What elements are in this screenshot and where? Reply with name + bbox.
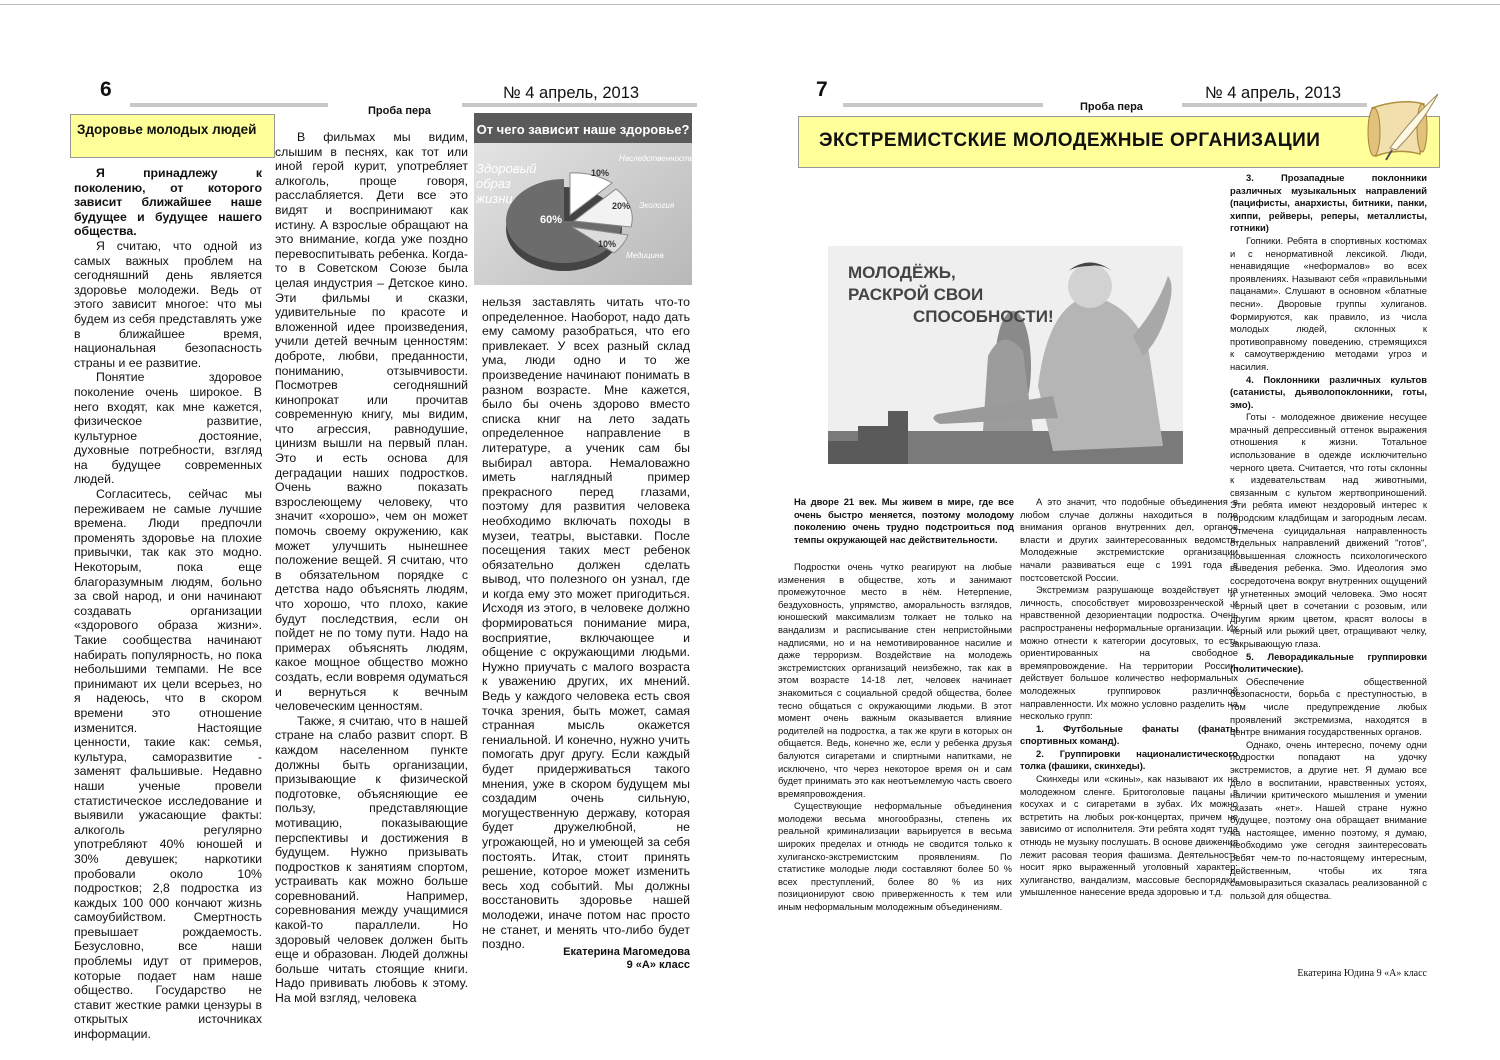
health-factors-chart — [474, 113, 692, 285]
signature-class: 9 «А» класс — [626, 959, 690, 971]
value-heredity: 10% — [591, 168, 610, 178]
value-ecology: 20% — [612, 201, 631, 211]
article-column-1 — [74, 166, 262, 1042]
paragraph: 4. Поклонники различных культов (сатанисты, дьяволопоклонники, готы, эмо). — [1230, 373, 1427, 410]
signature: Екатерина Юдина 9 «А» класс — [1297, 968, 1427, 979]
paragraph: Понятие здоровое поколение очень широкое. В него входят, как мне кажется, физическое развитие, культурное достояние, духовные потребности, взгляд на будущее современных людей. — [74, 370, 262, 487]
poster-image — [828, 246, 1183, 464]
intro-paragraph: На дворе 21 век. Мы живем в мире, где все очень быстро меняется, поэтому молодому поколению очень трудно подстроиться под темпы окружающей нас действительности. — [794, 496, 1014, 545]
label-ecology: Экология — [639, 201, 675, 210]
paragraph: 3. Прозападные поклонники различных музыкальных направлений (пацифисты, анархисты, битники, панки, хиппи, рейверы, реперы, металлисты, готники) — [1230, 172, 1427, 234]
paragraph: В фильмах мы видим, слышим в песнях, как тот или иной герой курит, употребляет алкоголь, проще говоря, расслабляется. Дети все это видят и воспринимают как истину. А взрослые обращают на это внимание, когда уже поздно перевоспитывать ребенка. Когда-то в Советском Союзе была целая индустрия – Детское кино. Эти фильмы и сказки, удивительные по красоте и вложенной идее произведения, учили детей вечным ценностям: доброте, любви, преданности, пониманию, отзывчивости. Посмотрев сегодняшний кинопрокат или прочитав современную книгу, мы видим, что агрессия, равнодушие, цинизм вышли на первый план. Это и есть основа для деградации наших подростков. Очень важно показать взрослеющему человеку, что значит «хорошо», чем он может помочь своему окружению, как может улучшить нынешнее положение вещей. Я считаю, что в обязательном порядке с детства надо объяснять людям, что хорошо, что плохо, какие будут последствия, если он пойдет не по тому пути. Надо на примерах объяснять людям, какое мощное общество можно создать, если вовремя одуматься и вернуться к вечным человеческим ценностям. — [275, 130, 469, 714]
paragraph: Скинхеды или «скины», как называют их на молодежном сленге. Бритоголовые пацаны в косухах и с сигаретами в зубах. Их можно встретить на любых рок-концертах, причем не зависимо от исполнителя. Эти ребята ходят туда отнюдь не музыку послушать. В основе движения лежит расовая теория фашизма. Деятельность носит ярко выраженный уголовный характер: хулиганство, вандализм, массовые беспорядки, умышленное нанесение вреда здоровью и т.д. — [1020, 773, 1238, 898]
paragraph: Гопники. Ребята в спортивных костюмах и с ненормативной лексикой. Люди, ненавидящие «неформалов» во всех проявлениях. Называют себя «правильными пацанами». Слушают в основном «блатные песни». Дворовые группы хулиганов. Формируются, как правило, из числа молодых людей, склонных к противоправному поведению, стремящихся к самоутверждению методами угроз и насилия. — [1230, 234, 1427, 372]
article-column-3 — [482, 295, 690, 955]
paragraph: 1. Футбольные фанаты (фанаты спортивных команд). — [1020, 722, 1238, 747]
issue-label: № 4 апрель, 2013 — [1205, 84, 1342, 102]
top-border — [750, 4, 1500, 5]
chart-title: От чего зависит наше здоровье? — [476, 122, 690, 137]
paragraph: 5. Леворадикальные группировки (политические). — [1230, 650, 1427, 675]
rubric-label: Проба пера — [1080, 101, 1143, 113]
issue-label: № 4 апрель, 2013 — [503, 84, 640, 102]
scroll-quill-icon — [1362, 88, 1442, 168]
signature-block — [482, 946, 690, 972]
value-lifestyle: 60% — [540, 214, 563, 226]
value-medicine: 10% — [598, 239, 617, 249]
paragraph: Я считаю, что одной из самых важных проблем на сегодняшний день является здоровье молодежи. Ведь от этого зависит многое: что мы будем из себя представлять уже в ближайшее время, национальная безопасность страны и ее развитие. — [74, 238, 262, 370]
label-lifestyle: Здоровый образ жизни — [476, 161, 537, 206]
article-column-c — [1230, 172, 1427, 970]
paragraph: Экстремизм разрушающе воздействует на личность, способствует мировоззренческой и нравственной дезориентации подростка. Очень распространены неформальные организации. Их можно отнести к категории досуговых, то есть ориентированных на свободное времяпровождение. На территории России, действует большое количество неформальных молодежных группировок различной направленности. Их можно условно разделить на несколько групп: — [1020, 584, 1238, 722]
poster-line-3: СПОСОБНОСТИ! — [913, 307, 1054, 326]
top-border — [0, 4, 750, 5]
header-rule — [1182, 103, 1367, 107]
rubric-label: Проба пера — [368, 105, 431, 117]
header-rule — [130, 103, 328, 107]
label-heredity: Наследственность — [619, 154, 694, 163]
paragraph: нельзя заставлять читать что-то определенное. Наоборот, надо дать ему самому разобраться, что его привлекает. У всех разный склад ума, люди одно и то же произведение начинают понимать в разном возрасте. Мне кажется, было бы очень здорово вместо списка книг на лето задать определенное направление в литературе, а ученик сам бы выбирал автора. Немаловажно иметь наглядный пример прекрасного перед глазами, поэтому для развития человека необходимо включать походы в музеи, театры, выставки. После посещения таких мест ребенок обязательно должен сделать вывод, что полезного он узнал, где и когда ему это может пригодиться. Исходя из этого, в человеке должно формироваться понимание мира, восприятие, включающее и общение с окружающими людьми. Нужно приучать с малого возраста к уважению других, их мнений. Ведь у каждого человека есть своя точка зрения, быть может, самая странная мысль окажется гениальной. И конечно, нужно учить помогать друг другу. Если каждый будет придерживаться такого мнения, уже в скором будущем мы создадим очень сильную, могущественную державу, которая будет дружелюбной, не угрожающей, но и умеющей за себя постоять. Итак, стоит принять решение, которое может изменить весь ход событий. Мы должны восстановить здоровье нашей молодежи, иначе потом нас просто не станет, и менять что-либо будет поздно. — [482, 295, 690, 952]
header-rule — [462, 103, 697, 107]
paragraph: Подростки очень чутко реагируют на любые изменения в обществе, хоть и занимают промежуточное место в нём. Нетерпение, бездуховность, упрямство, аморальность взглядов, юношеский максимализм толкает не только на вандализм и расписывание стен непристойными надписями, но и на немотивированное насилие и даже терроризм. Воздействие на молодежь экстремистских организаций неизбежно, так как в этом возрасте 14-18 лет, человек начинает знакомиться с социальной средой общества, более тесно общаться с окружающими людьми. В этот момент очень важным оказывается влияние родителей на подростка, а так же круги в которых он общается. Ведь, конечно же, если у ребенка друзья балуются сигаретами и спиртными напитками, не исключено, что через некоторое время он и сам будет принимать это как неотъемлемую часть своего времяпровождения. — [778, 561, 1012, 799]
headline: Здоровье молодых людей — [77, 122, 257, 137]
paragraph: Согласитесь, сейчас мы переживаем не самые лучшие времена. Люди предпочли променять здоровье на плохие привычки, так как это модно. Некоторым, пока еще благоразумным людям, больно за свой народ, и они начинают создавать организации «здорового образа жизни». Такие сообщества начинают набирать популярность, но пока небольшими темпами. Не все принимают их цели всерьез, но я надеюсь, что в скором времени это отношение изменится. Настоящие ценности, такие как: семья, культура, саморазвитие - заменят фальшивые. Недавно наши ученые провели статистическое исследование и выявили ужасающие факты: алкоголь регулярно употребляют 40% юношей и 30% девушек; наркотики пробовали около 10% подростков; 2,8 подростка из каждых 100 000 кончают жизнь самоубийством. Смертность превышает рождаемость. Безусловно, все наши проблемы идут от примеров, которые подает нам наше общество. Государство не ставит жесткие рамки цензуры в открытых источниках информации. — [74, 487, 262, 1042]
chart-svg — [474, 113, 692, 285]
page-number: 7 — [816, 78, 828, 101]
right-page — [750, 0, 1500, 1060]
poster-line-1: МОЛОДЁЖЬ, — [848, 263, 956, 282]
label-medicine: Медицина — [626, 251, 664, 260]
headline: ЭКСТРЕМИСТСКИЕ МОЛОДЕЖНЫЕ ОРГАНИЗАЦИИ — [819, 130, 1321, 151]
label-lifestyle-box — [476, 161, 536, 221]
paragraph: 2. Группировки националистического толка (фашики, скинхеды). — [1020, 747, 1238, 772]
signature-name: Екатерина Магомедова — [563, 946, 690, 958]
header-rule — [843, 103, 1043, 107]
paragraph: А это значит, что подобные объединения в любом случае должны находиться в поле внимания органов внутренних дел, органов власти и других заинтересованных ведомств. Молодежные экстремистские организации начали развиваться еще с 1991 года в постсоветской России. — [1020, 496, 1238, 583]
page-number: 6 — [100, 78, 112, 101]
paragraph: Также, я считаю, что в нашей стране на слабо развит спорт. В каждом населенном пункте должны быть организации, призывающие к физической подготовке, объясняющие ее пользу, представляющие мотивацию, показывающие перспективы и достижения в будущем. Нужно призывать подростков к занятиям спортом, устраивать как можно больше соревнований. Например, соревнования между учащимися какой-то параллели. Но здоровый человек должен быть еще и образован. Людей должны больше читать стоящие книги. Надо прививать любовь к этому. На мой взгляд, человека — [275, 713, 468, 1006]
paragraph: Готы - молодежное движение несущее мрачный депрессивный оттенок выражения отношения к жизни. Тотальное использование в одежде исключительно черного цвета. Считается, что готы склонны к издевательствам над животными, связанным с культом жертвоприношений. Эти ребята имеют нездоровый интерес к городским кладбищам и загородным лесам. Отмечена суицидальная направленность отдельных направлений движений "готов", повышенная сложность психологического выведения ребенка. Эмо. Идеология эмо сосредоточена вокруг внутренних ощущений и угнетенных эмоций человека. Эмо носят черный цвет в сочетании с розовым, или другим ярким цветом, красят волосы в черный или рыжий цвет, отращивают челку, закрывающую глаза. — [1230, 411, 1427, 649]
headline-box — [70, 114, 275, 158]
poster-svg — [828, 246, 1183, 464]
paragraph: Существующие неформальные объединения молодежи весьма многообразны, степень их реальной криминализации варьируется в весьма широких пределах и отнюдь не сводится только к хулиганско-экстремистским проявлениям. По статистике молодые люди составляют более 50 % всех преступлений, более 80 % из них позиционируют свою приверженность к тем или иным неформальным молодежным объединениям. — [778, 800, 1012, 913]
paragraph: Обеспечение общественной безопасности, борьба с преступностью, в том числе предупреждение любых проявлений экстремизма, находятся в центре внимания государственных органов. — [1230, 675, 1427, 738]
paragraph: Я принадлежу к поколению, от которого зависит ближайшее наше будущее и будущее нашего общества. — [74, 166, 262, 239]
article-column-2 — [275, 130, 469, 1006]
headline-box — [798, 116, 1440, 168]
paragraph: Однако, очень интересно, почему одни подростки попадают на удочку экстремистов, а другие нет. Я думаю все дело в воспитании, нравственных устоях, наличии критического мышления и умении сказать «нет». Нашей стране нужно будущее, поэтому она обращает внимание на настоящее, именно поэтому, я думаю, необходимо уже сегодня заинтересовать ребят чем-то по-настоящему интересным, действенным, чтобы их тяга самовыразиться сказалась реализованной с пользой для общества. — [1230, 738, 1427, 901]
article-column-a — [778, 561, 1012, 977]
poster-line-2: РАСКРОЙ СВОИ — [848, 285, 984, 304]
article-column-b — [1020, 496, 1238, 971]
